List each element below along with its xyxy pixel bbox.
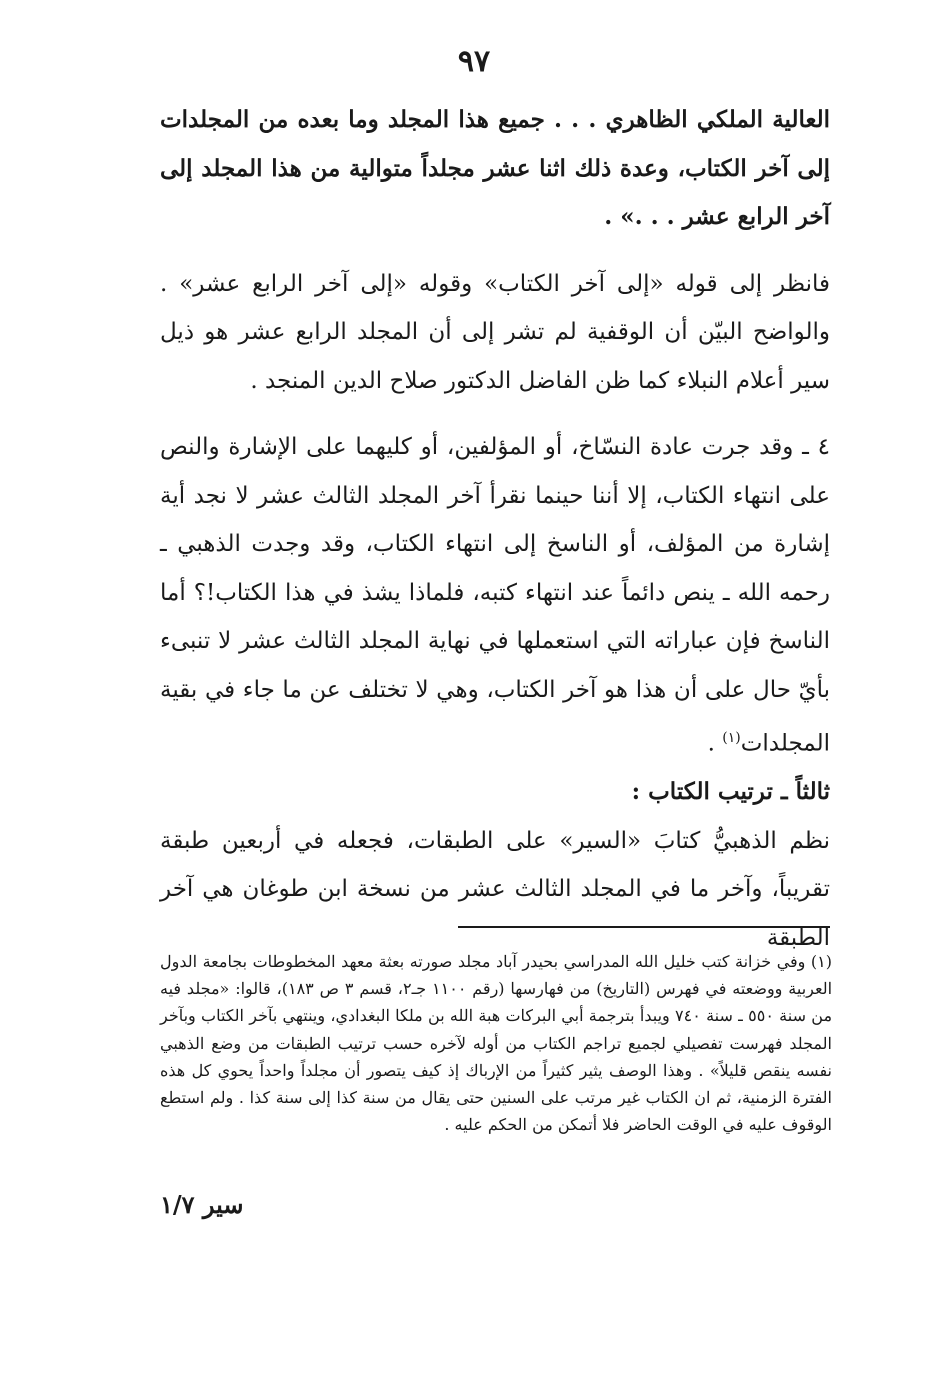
paragraph-point-4	[160, 423, 830, 768]
page-number: ٩٧	[457, 44, 491, 79]
paragraph-arrangement: نظم الذهبيُّ كتابَ «السير» على الطبقات، فجعله في أربعين طبقة تقريباً، وآخر ما في المجلد الثالث عشر من نسخة ابن طوغان هي آخر الطبقة	[160, 827, 830, 951]
footnote-reference: (١)	[722, 730, 741, 746]
paragraph-quote-end: العالية الملكي الظاهري . . . جميع هذا المجلد وما بعده من المجلدات إلى آخر الكتاب، وعدة ذلك اثنا عشر مجلداً متوالية من هذا المجلد إلى آخر الرابع عشر . . .» .	[160, 106, 830, 230]
paragraph-point-4-text: ٤ ـ وقد جرت عادة النسّاخ، أو المؤلفين، أو كليهما على الإشارة والنص على انتهاء الكتاب، إلا أننا حينما نقرأ آخر المجلد الثالث عشر لا نجد أية إشارة من المؤلف، أو الناسخ إلى انتهاء الكتاب، وقد وجدت الذهبي ـ رحمه الله ـ ينص دائماً عند انتهاء كتبه، فلماذا يشذ في هذا الكتاب!؟ أما الناسخ فإن عباراته التي استعملها في نهاية المجلد الثالث عشر لا تنبىء بأيّ حال على أن هذا هو آخر الكتاب، وهي لا تختلف عن ما جاء في بقية المجلدات	[160, 434, 830, 757]
main-text	[160, 96, 830, 962]
footnotes	[160, 948, 832, 1138]
paragraph-analysis: فانظر إلى قوله «إلى آخر الكتاب» وقوله «إلى آخر الرابع عشر» . والواضح البيّن أن الوقفية لم تشر إلى أن المجلد الرابع عشر هو ذيل سير أعلام النبلاء كما ظن الفاضل الدكتور صلاح الدين المنجد .	[160, 270, 830, 394]
footnote-divider	[458, 926, 830, 928]
section-heading: ثالثاً ـ ترتيب الكتاب :	[631, 778, 830, 806]
footnote-1: (١) وفي خزانة كتب خليل الله المدراسي بحيدر آباد مجلد صورته بعثة معهد المخطوطات بجامعة الدول العربية ووضعته في فهرس (التاريخ) من فهارسها (رقم ١١٠٠ جـ٢، قسم ٣ ص ١٨٣)، قالوا: «مجلد فيه من سنة ٥٥٠ ـ سنة ٧٤٠ ويبدأ بترجمة أبي البركات هبة الله بن ملكا البغدادي، وينتهي بآخر الكتاب وبآخر المجلد فهرست تفصيلي لجميع تراجم الكتاب من أوله لآخره حسب ترتيب الطبقات من وضع الذهبي نفسه ينقص قليلاً» . وهذا الوصف يثير كثيراً من الإرباك إذ كيف يتصور أن مجلداً واحداً يحوي كل هذه الفترة الزمنية، ثم ان الكتاب غير مرتب على السنين حتى يقال من سنة كذا إلى سنة كذا . ولم استطع الوقوف عليه في الوقت الحاضر فلا أتمكن من الحكم عليه .	[160, 952, 833, 1135]
paragraph-point-4-end: .	[707, 730, 723, 757]
signature-mark: سير ١/٧	[160, 1190, 244, 1219]
